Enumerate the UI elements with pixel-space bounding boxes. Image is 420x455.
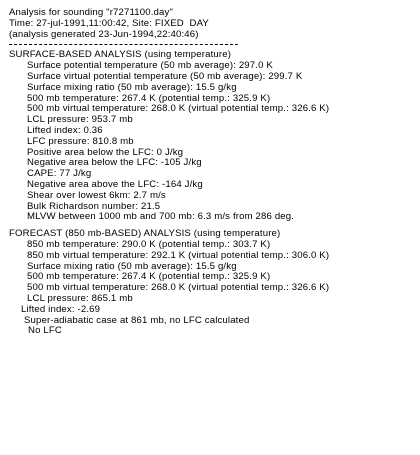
surface-item: 500 mb temperature: 267.4 K (potential temp.: 325.9 K): [27, 92, 271, 104]
surface-item: Lifted index: 0.36: [27, 124, 103, 136]
surface-item: Negative area below the LFC: -105 J/kg: [27, 157, 202, 169]
forecast-item: 850 mb virtual temperature: 292.1 K (virtual potential temp.: 306.0 K): [27, 249, 330, 261]
forecast-item: 850 mb temperature: 290.0 K (potential temp.: 303.7 K): [27, 238, 271, 250]
forecast-item: Surface mixing ratio (50 mb average): 15.5 g/kg: [27, 260, 237, 272]
forecast-note: Super-adiabatic case at 861 mb, no LFC calculated: [24, 314, 250, 326]
surface-item: Bulk Richardson number: 21.5: [27, 200, 161, 212]
forecast-item: 500 mb temperature: 267.4 K (potential temp.: 325.9 K): [27, 271, 271, 283]
forecast-item: LCL pressure: 865.1 mb: [27, 292, 133, 304]
surface-item: CAPE: 77 J/kg: [27, 168, 92, 180]
sounding-analysis-report: [9, 8, 414, 337]
surface-item: 500 mb virtual temperature: 268.0 K (virtual potential temp.: 326.6 K): [27, 103, 330, 115]
report-title: Analysis for sounding "r7271100.day": [9, 7, 174, 18]
forecast-item: Lifted index: -2.69: [21, 303, 101, 315]
report-generated: (analysis generated 23-Jun-1994,22:40:46): [9, 28, 199, 40]
surface-section-title: SURFACE-BASED ANALYSIS (using temperature): [9, 49, 232, 61]
forecast-item: 500 mb virtual temperature: 268.0 K (virtual potential temp.: 326.6 K): [27, 282, 330, 294]
surface-item: Positive area below the LFC: 0 J/kg: [27, 146, 184, 158]
surface-item: LCL pressure: 953.7 mb: [27, 114, 133, 126]
surface-item: Surface potential temperature (50 mb average): 297.0 K: [27, 60, 273, 72]
surface-item: Surface virtual potential temperature (50 mb average): 299.7 K: [27, 70, 303, 82]
report-time-site: Time: 27-jul-1991,11:00:42, Site: FIXED DAY: [9, 17, 209, 29]
surface-item: Negative area above the LFC: -164 J/kg: [27, 178, 203, 190]
surface-item: Surface mixing ratio (50 mb average): 15.5 g/kg: [27, 81, 237, 93]
surface-item: MLVW between 1000 mb and 700 mb: 6.3 m/s from 286 deg.: [27, 211, 295, 223]
surface-item: LFC pressure: 810.8 mb: [27, 135, 134, 147]
separator-line: [9, 40, 414, 50]
forecast-note: No LFC: [28, 325, 62, 337]
forecast-section-title: FORECAST (850 mb-BASED) ANALYSIS (using temperature): [9, 228, 281, 240]
surface-item: Shear over lowest 6km: 2.7 m/s: [27, 189, 166, 201]
